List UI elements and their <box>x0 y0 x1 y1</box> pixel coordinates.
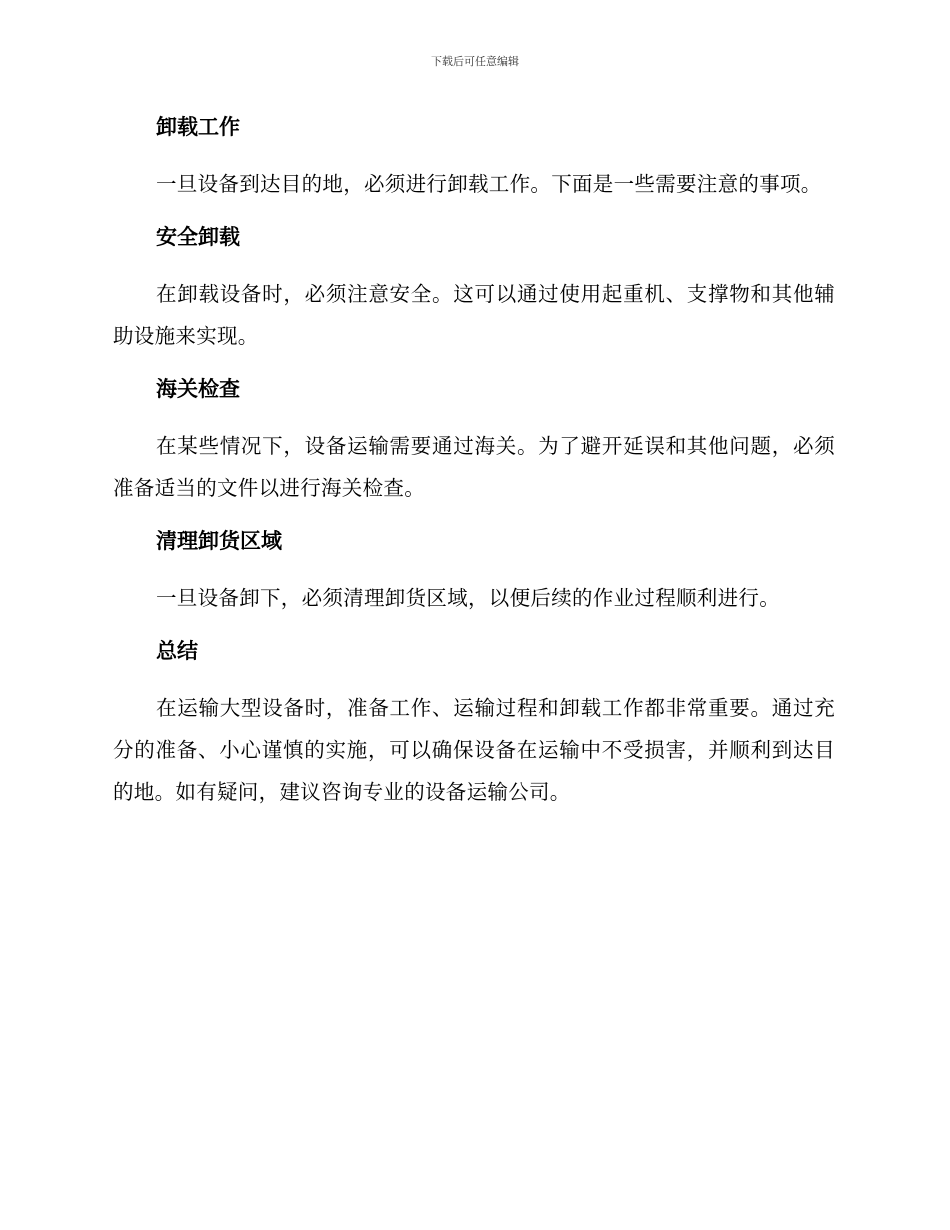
section-body-summary: 在运输大型设备时，准备工作、运输过程和卸载工作都非常重要。通过充分的准备、小心谨慎的实施，可以确保设备在运输中不受损害，并顺利到达目的地。如有疑问，建议咨询专业的设备运输公司。 <box>113 696 835 804</box>
document-body <box>113 110 835 813</box>
section-body-clean-area: 一旦设备卸下，必须清理卸货区域，以便后续的作业过程顺利进行。 <box>156 586 780 610</box>
section-body-customs: 在某些情况下，设备运输需要通过海关。为了避开延误和其他问题，必须准备适当的文件以进行海关检查。 <box>113 434 835 500</box>
section-body-unloading: 一旦设备到达目的地，必须进行卸载工作。下面是一些需要注意的事项。 <box>156 172 822 196</box>
section-title-customs: 海关检查 <box>156 377 240 401</box>
section-title-summary: 总结 <box>156 639 198 663</box>
section-body-safe-unloading: 在卸载设备时，必须注意安全。这可以通过使用起重机、支撑物和其他辅助设施来实现。 <box>113 282 835 348</box>
page-header: 下载后可任意编辑 <box>431 55 519 68</box>
section-title-safe-unloading: 安全卸载 <box>156 225 240 249</box>
section-title-unloading: 卸载工作 <box>156 115 240 139</box>
section-title-clean-area: 清理卸货区域 <box>156 529 282 553</box>
